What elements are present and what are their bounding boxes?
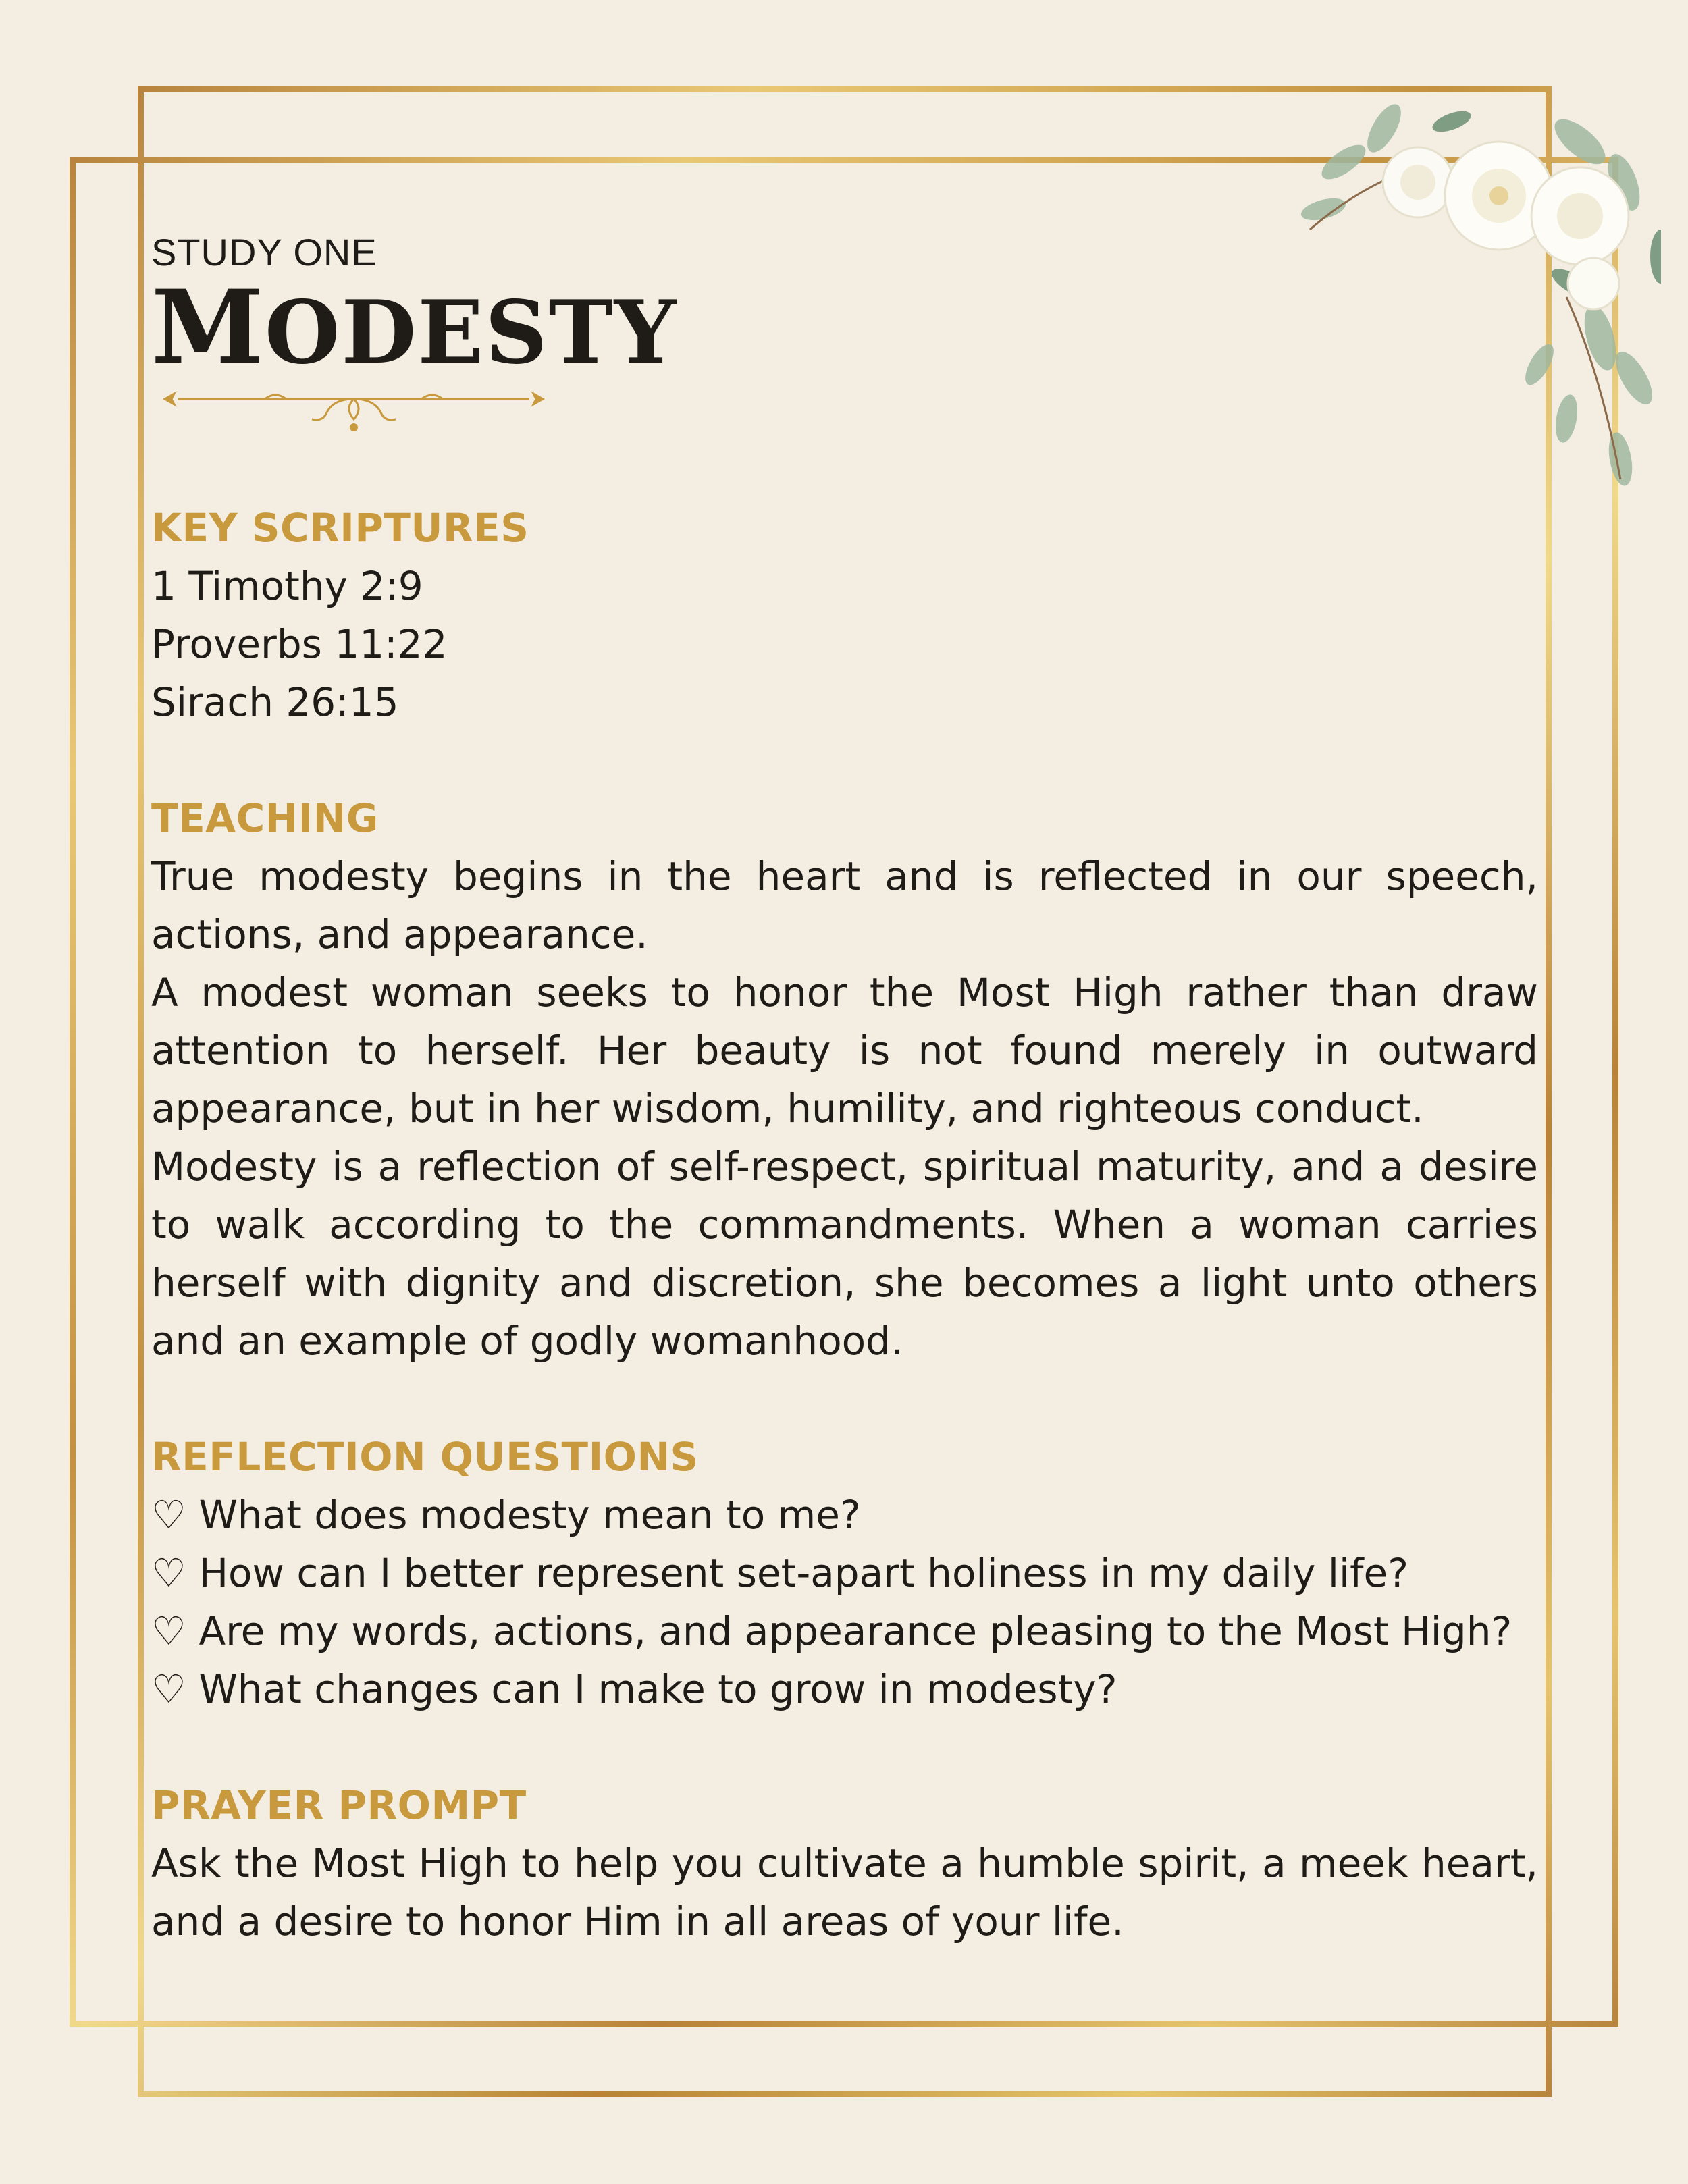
prayer-heading: PRAYER PROMPT — [151, 1782, 527, 1828]
page-content — [151, 230, 1538, 1950]
scripture-item: Sirach 26:15 — [151, 678, 399, 725]
reflection-question — [151, 1544, 1538, 1602]
teaching-section — [151, 789, 1538, 1370]
study-label: STUDY ONE — [151, 231, 377, 273]
reflection-heading: REFLECTION QUESTIONS — [151, 1433, 699, 1480]
scripture-item: 1 Timothy 2:9 — [151, 562, 423, 609]
reflection-question-text: How can I better represent set-apart holiness in my daily life? — [199, 1549, 1409, 1596]
page-title — [151, 268, 1538, 388]
reflection-section — [151, 1428, 1538, 1718]
scripture-item: Proverbs 11:22 — [151, 620, 448, 667]
reflection-question-text: What does modesty mean to me? — [199, 1491, 861, 1538]
reflection-question-text: Are my words, actions, and appearance pleasing to the Most High? — [199, 1607, 1512, 1654]
key-scriptures-heading: KEY SCRIPTURES — [151, 504, 529, 551]
reflection-question — [151, 1660, 1538, 1718]
reflection-question — [151, 1602, 1538, 1660]
heart-outline-icon: ♡ — [151, 1491, 186, 1538]
title-initial: M — [151, 268, 265, 388]
prayer-text: Ask the Most High to help you cultivate a humble spirit, a meek heart, and a desire to honor Him in all areas of your life. — [151, 1840, 1538, 1944]
heart-outline-icon: ♡ — [151, 1607, 186, 1654]
teaching-paragraph: A modest woman seeks to honor the Most High rather than draw attention to herself. Her beauty is not found merely in outward appearance, but in her wisdom, humility, and righteous conduct. — [151, 969, 1538, 1131]
teaching-paragraph: True modesty begins in the heart and is reflected in our speech, actions, and appearance. — [151, 853, 1538, 957]
teaching-paragraph: Modesty is a reflection of self-respect, spiritual maturity, and a desire to walk according to the commandments. When a woman carries herself with dignity and discretion, she becomes a light unto others and an example of godly womanhood. — [151, 1143, 1538, 1364]
reflection-question-text: What changes can I make to grow in modesty? — [199, 1666, 1117, 1712]
key-scriptures-section — [151, 499, 1538, 731]
heart-outline-icon: ♡ — [151, 1666, 186, 1712]
flourish-divider-icon — [151, 384, 556, 438]
prayer-section — [151, 1776, 1538, 1950]
teaching-heading: TEACHING — [151, 795, 379, 841]
reflection-question — [151, 1486, 1538, 1544]
title-rest: ODESTY — [265, 282, 678, 384]
heart-outline-icon: ♡ — [151, 1549, 186, 1596]
